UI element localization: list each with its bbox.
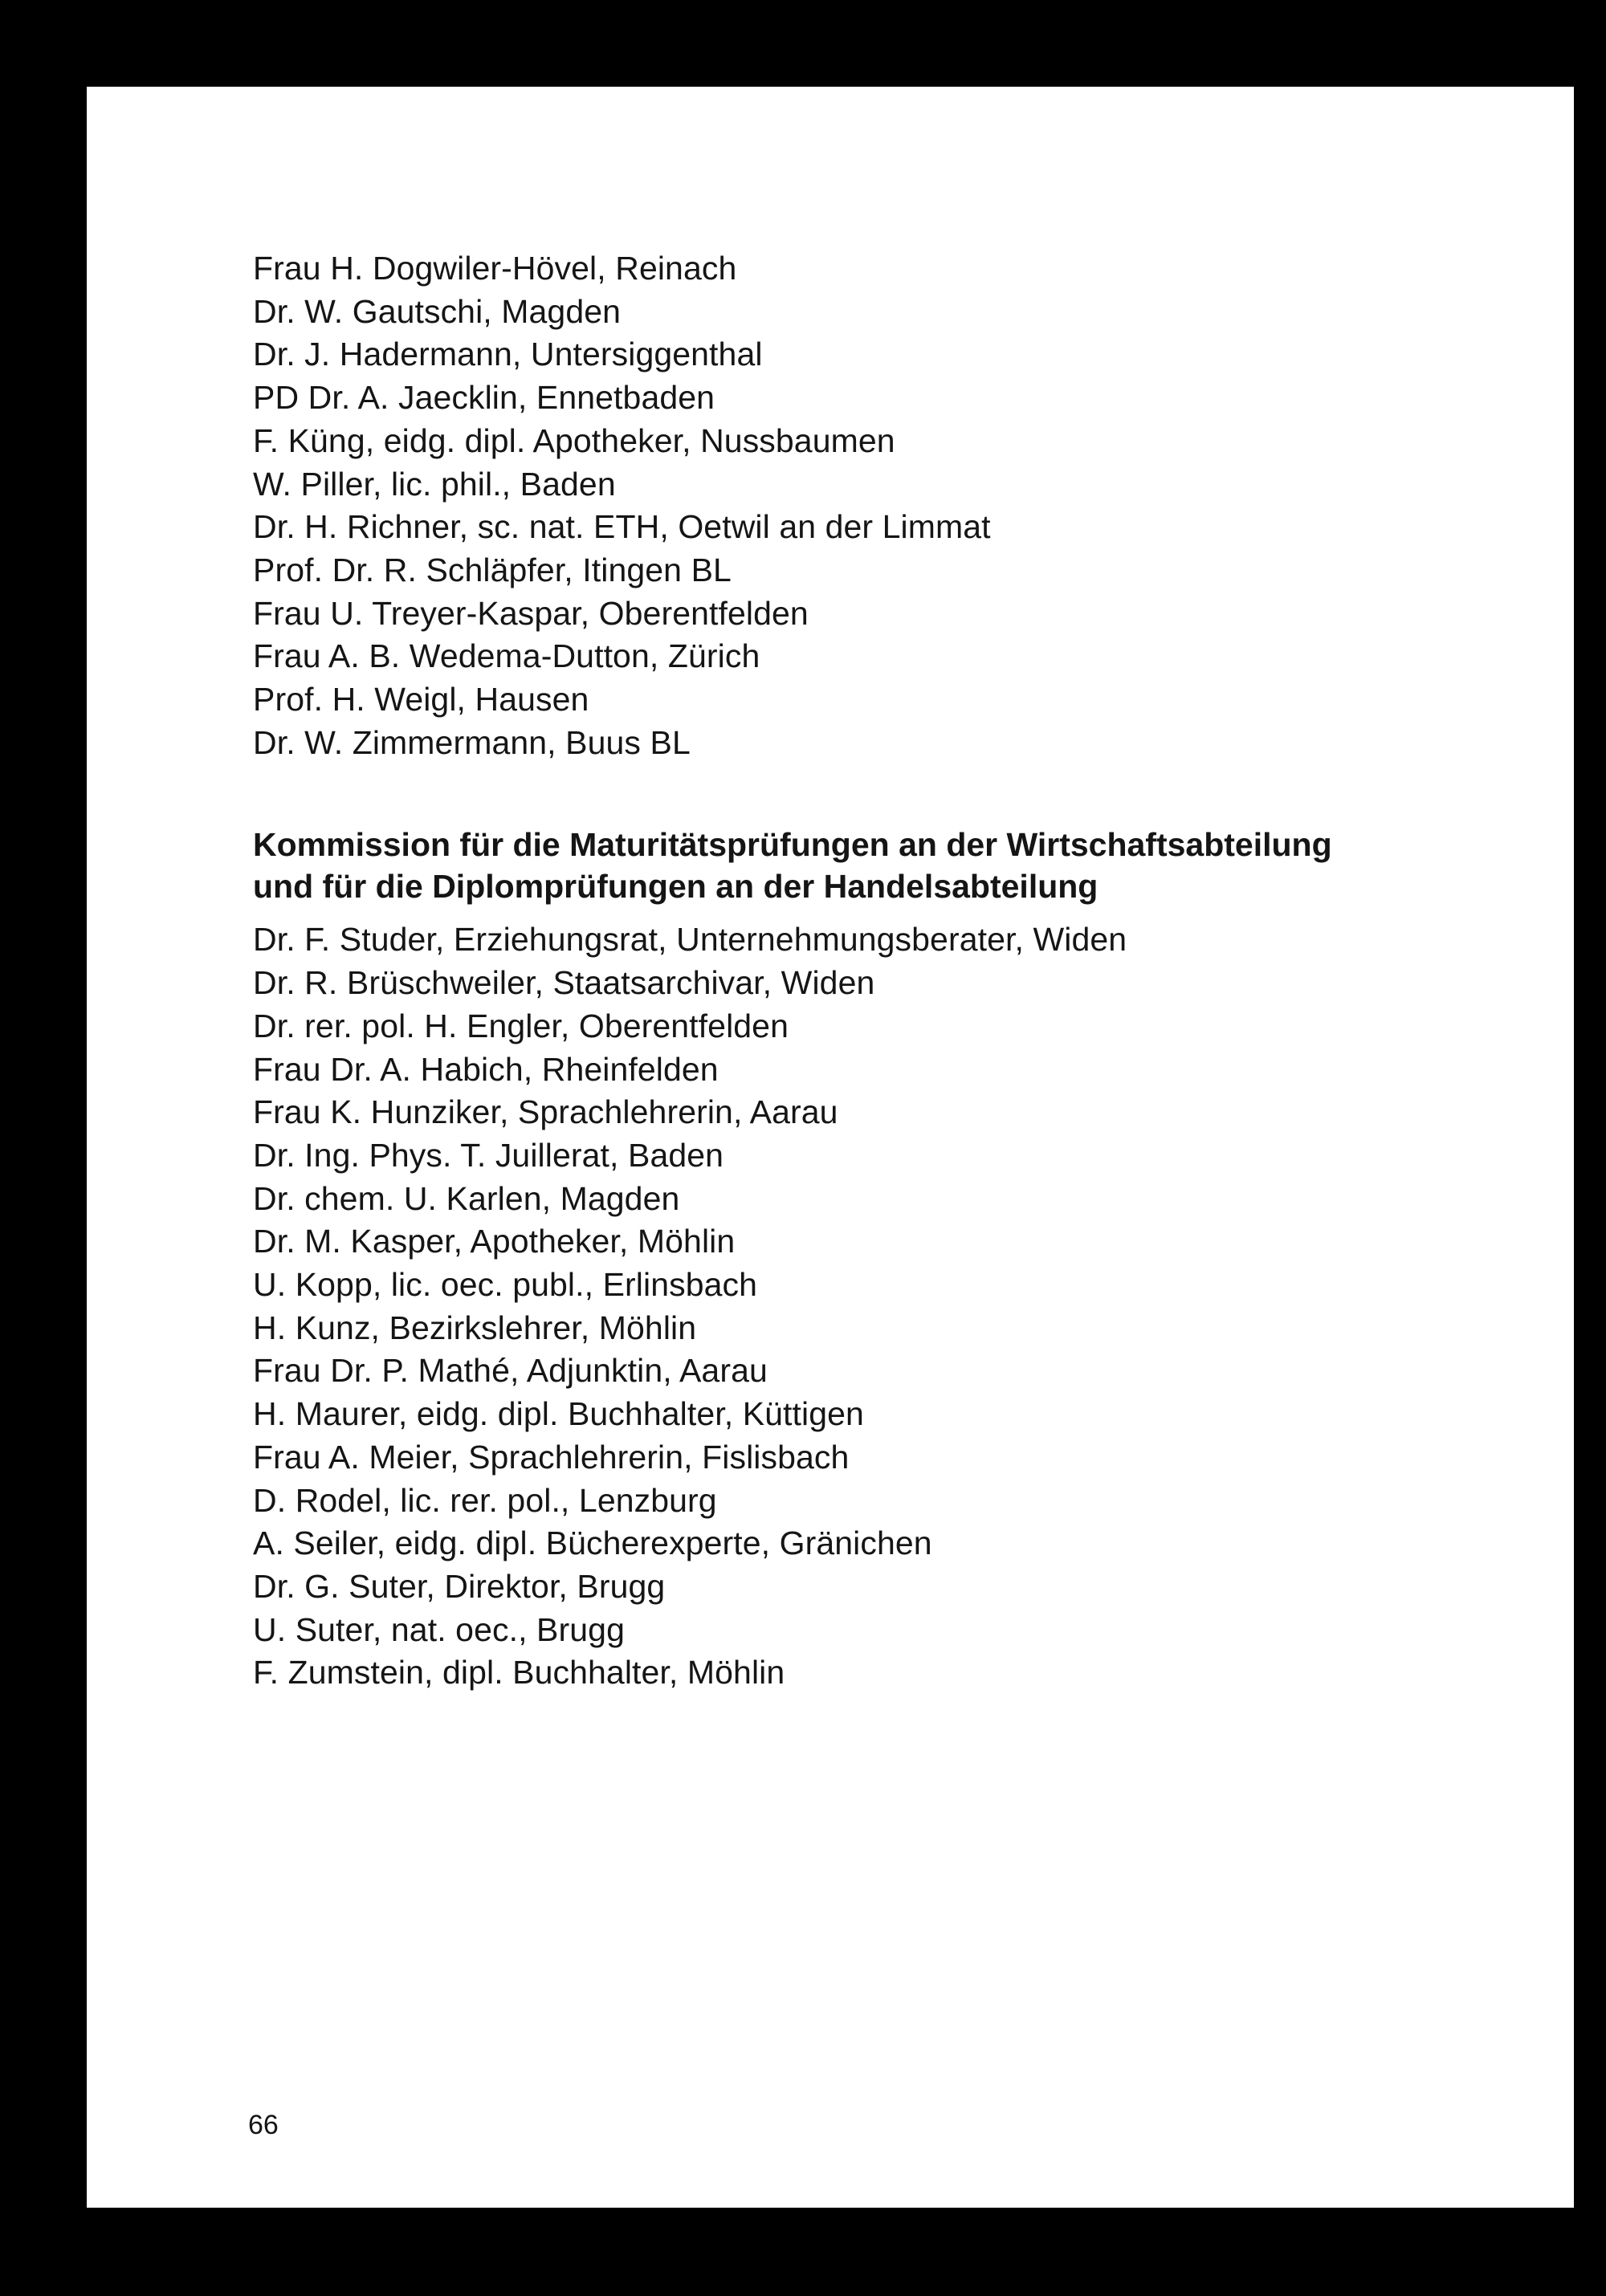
list-item: H. Maurer, eidg. dipl. Buchhalter, Küttigen — [253, 1395, 864, 1433]
commission-heading-line-1: Kommission für die Maturitätsprüfungen an der Wirtschaftsabteilung — [253, 826, 1332, 864]
list-item: Frau U. Treyer-Kaspar, Oberentfelden — [253, 594, 809, 632]
commission-heading — [253, 824, 1538, 907]
list-item: H. Kunz, Bezirkslehrer, Möhlin — [253, 1309, 697, 1346]
list-item: Frau A. B. Wedema-Dutton, Zürich — [253, 637, 760, 675]
list-item: Prof. H. Weigl, Hausen — [253, 681, 589, 719]
list-item: Dr. G. Suter, Direktor, Brugg — [253, 1567, 666, 1605]
list-item: Frau A. Meier, Sprachlehrerin, Fislisbach — [253, 1438, 850, 1476]
list-item: Dr. F. Studer, Erziehungsrat, Unternehmungsberater, Widen — [253, 921, 1127, 959]
list-item: PD Dr. A. Jaecklin, Ennetbaden — [253, 379, 715, 417]
page-number: 66 — [248, 2110, 279, 2140]
list-item: Dr. rer. pol. H. Engler, Oberentfelden — [253, 1007, 789, 1044]
list-item: D. Rodel, lic. rer. pol., Lenzburg — [253, 1481, 717, 1519]
list-item: Frau K. Hunziker, Sprachlehrerin, Aarau — [253, 1093, 838, 1131]
list-item: Frau Dr. P. Mathé, Adjunktin, Aarau — [253, 1352, 768, 1390]
list-item: Dr. R. Brüschweiler, Staatsarchivar, Widen — [253, 964, 875, 1002]
commission-member-list — [253, 918, 1538, 1695]
list-item: Dr. chem. U. Karlen, Magden — [253, 1179, 680, 1217]
page-content — [253, 247, 1538, 1695]
list-item: Frau Dr. A. Habich, Rheinfelden — [253, 1050, 719, 1088]
list-item: F. Zumstein, dipl. Buchhalter, Möhlin — [253, 1654, 785, 1691]
commission-heading-line-2: und für die Diplomprüfungen an der Handelsabteilung — [253, 868, 1099, 906]
member-list-top — [253, 247, 1538, 764]
list-item: Frau H. Dogwiler-Hövel, Reinach — [253, 250, 737, 287]
list-item: Dr. H. Richner, sc. nat. ETH, Oetwil an der Limmat — [253, 508, 991, 546]
list-item: Dr. Ing. Phys. T. Juillerat, Baden — [253, 1136, 724, 1174]
list-item: Dr. M. Kasper, Apotheker, Möhlin — [253, 1223, 736, 1260]
document-page — [87, 87, 1574, 2208]
list-item: U. Suter, nat. oec., Brugg — [253, 1610, 625, 1648]
list-item: Dr. W. Gautschi, Magden — [253, 292, 622, 330]
list-item: Dr. W. Zimmermann, Buus BL — [253, 723, 691, 761]
list-item: Prof. Dr. R. Schläpfer, Itingen BL — [253, 551, 732, 588]
list-item: F. Küng, eidg. dipl. Apotheker, Nussbaumen — [253, 421, 895, 459]
list-item: Dr. J. Hadermann, Untersiggenthal — [253, 336, 763, 373]
list-item: W. Piller, lic. phil., Baden — [253, 465, 616, 503]
list-item: U. Kopp, lic. oec. publ., Erlinsbach — [253, 1266, 758, 1304]
list-item: A. Seiler, eidg. dipl. Bücherexperte, Gränichen — [253, 1525, 932, 1562]
